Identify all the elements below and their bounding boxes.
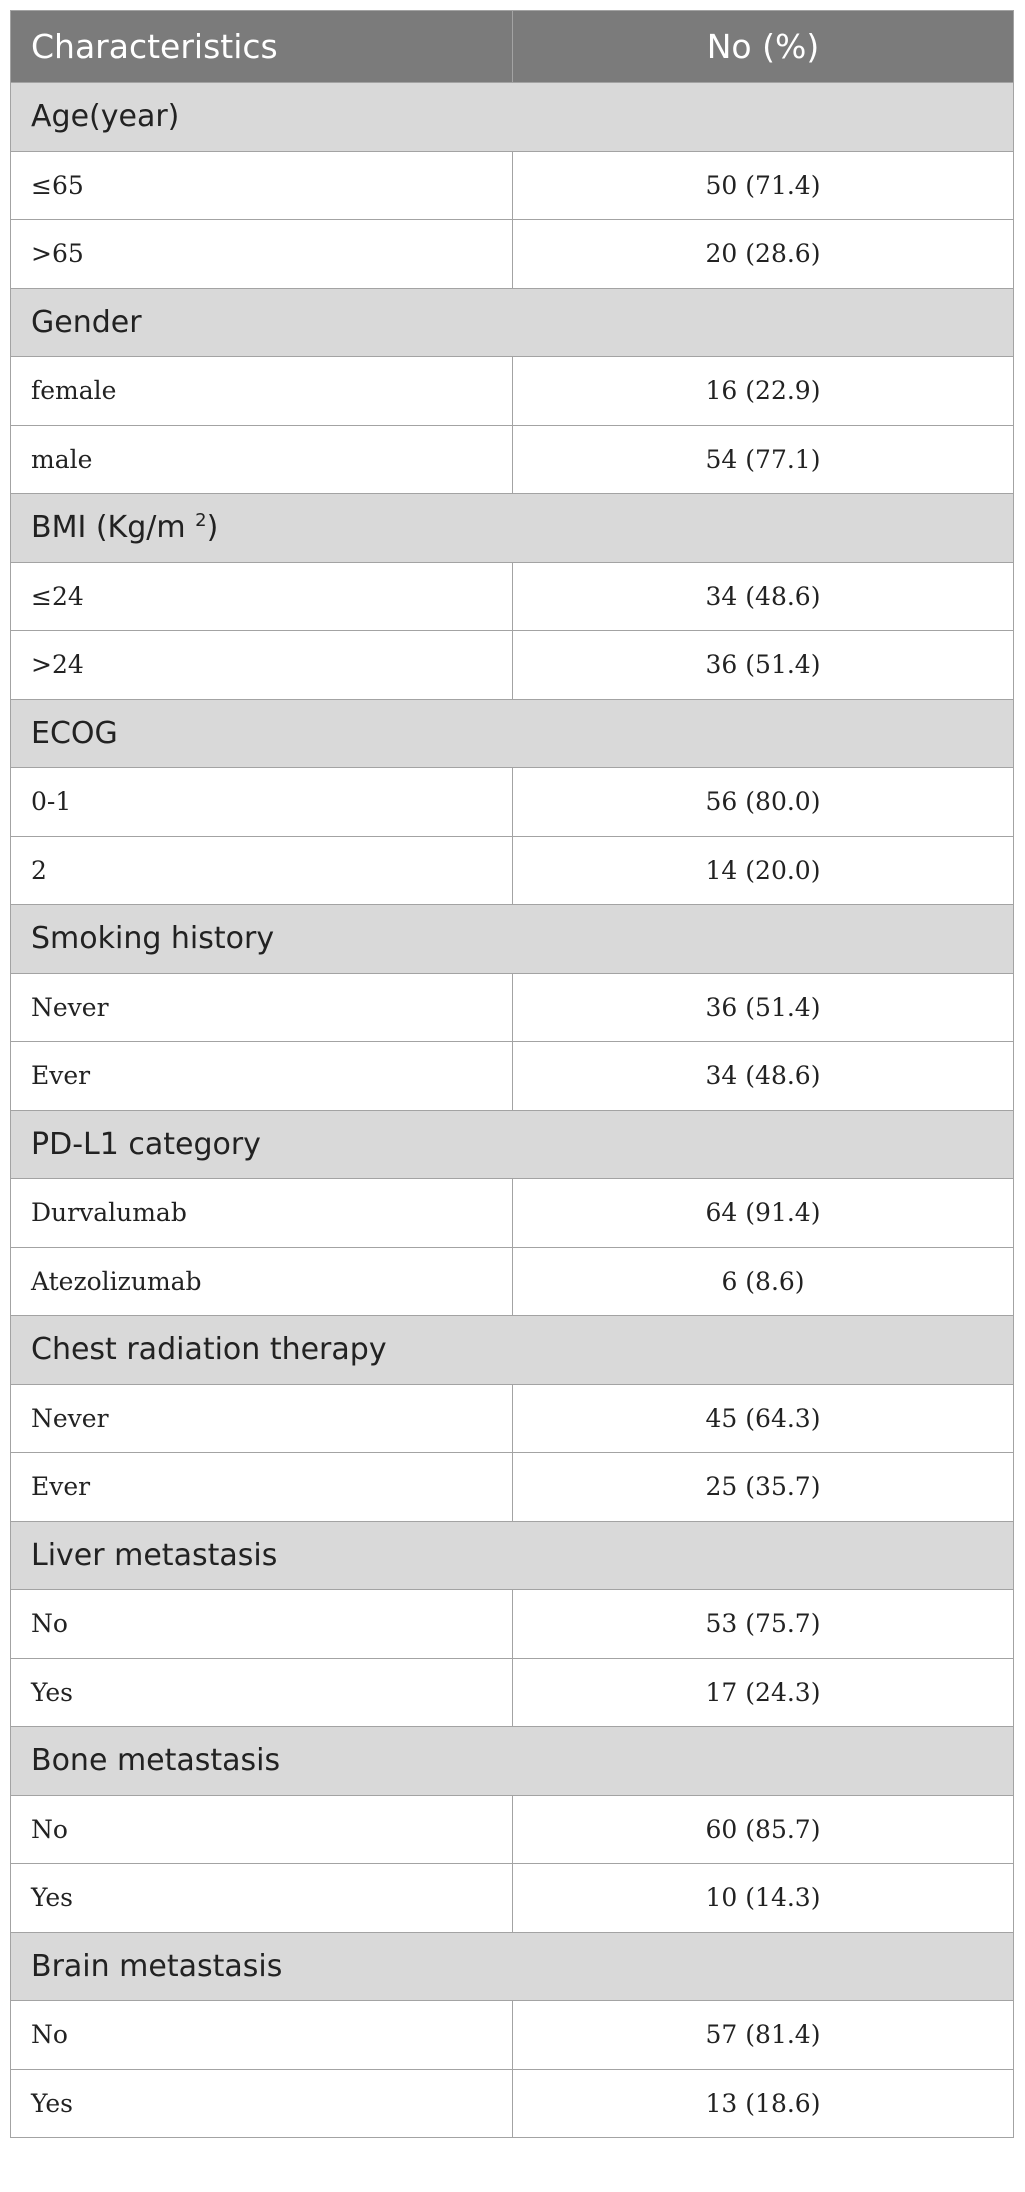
section-row (11, 699, 1014, 768)
section-title (11, 1727, 1014, 1796)
row-label: >65 (11, 220, 513, 289)
section-title-text: BMI (Kg/m (31, 510, 196, 546)
row-value: 54 (77.1) (513, 425, 1014, 494)
table-row (11, 631, 1014, 700)
row-value: 16 (22.9) (513, 357, 1014, 426)
row-value: 45 (64.3) (513, 1384, 1014, 1453)
row-value: 10 (14.3) (513, 1864, 1014, 1933)
section-title (11, 1521, 1014, 1590)
table-row (11, 768, 1014, 837)
row-label: Durvalumab (11, 1179, 513, 1248)
row-label: ≤24 (11, 562, 513, 631)
table-row (11, 151, 1014, 220)
section-row (11, 494, 1014, 563)
section-row (11, 1316, 1014, 1385)
header-row (11, 11, 1014, 83)
row-label: Yes (11, 2069, 513, 2138)
row-value: 50 (71.4) (513, 151, 1014, 220)
row-label: Never (11, 973, 513, 1042)
section-title-text: Bone metastasis (31, 1743, 281, 1779)
section-title (11, 1932, 1014, 2001)
section-title-text: Brain metastasis (31, 1948, 283, 1984)
row-value: 17 (24.3) (513, 1658, 1014, 1727)
row-label: Yes (11, 1864, 513, 1933)
table-row (11, 1042, 1014, 1111)
section-title (11, 905, 1014, 974)
section-title-text: Smoking history (31, 921, 275, 957)
row-label: Atezolizumab (11, 1247, 513, 1316)
row-value: 13 (18.6) (513, 2069, 1014, 2138)
table-row (11, 1453, 1014, 1522)
section-title-text: Liver metastasis (31, 1537, 278, 1573)
section-title-superscript: 2 (195, 510, 207, 532)
row-label: ≤65 (11, 151, 513, 220)
section-title (11, 699, 1014, 768)
table-row (11, 562, 1014, 631)
row-label: >24 (11, 631, 513, 700)
table-row (11, 425, 1014, 494)
table-row (11, 2001, 1014, 2070)
row-label: No (11, 2001, 513, 2070)
row-value: 14 (20.0) (513, 836, 1014, 905)
header-value: No (%) (513, 11, 1014, 83)
row-value: 36 (51.4) (513, 973, 1014, 1042)
section-row (11, 1727, 1014, 1796)
section-title (11, 1110, 1014, 1179)
section-title (11, 494, 1014, 563)
row-value: 60 (85.7) (513, 1795, 1014, 1864)
section-row (11, 288, 1014, 357)
table-row (11, 836, 1014, 905)
row-value: 6 (8.6) (513, 1247, 1014, 1316)
characteristics-table-container (10, 10, 1013, 2138)
section-title-text: Gender (31, 304, 142, 340)
table-body (11, 83, 1014, 2138)
row-label: 2 (11, 836, 513, 905)
row-label: female (11, 357, 513, 426)
section-title (11, 1316, 1014, 1385)
row-label: Ever (11, 1042, 513, 1111)
row-label: Never (11, 1384, 513, 1453)
section-title (11, 288, 1014, 357)
row-value: 20 (28.6) (513, 220, 1014, 289)
table-row (11, 1864, 1014, 1933)
table-row (11, 1658, 1014, 1727)
table-header (11, 11, 1014, 83)
row-label: male (11, 425, 513, 494)
section-row (11, 83, 1014, 152)
row-value: 64 (91.4) (513, 1179, 1014, 1248)
row-label: 0-1 (11, 768, 513, 837)
section-title (11, 83, 1014, 152)
header-characteristics: Characteristics (11, 11, 513, 83)
table-row (11, 357, 1014, 426)
section-title-text: Chest radiation therapy (31, 1332, 387, 1368)
row-value: 56 (80.0) (513, 768, 1014, 837)
table-row (11, 1247, 1014, 1316)
table-row (11, 220, 1014, 289)
table-row (11, 1179, 1014, 1248)
row-label: Yes (11, 1658, 513, 1727)
characteristics-table (10, 10, 1014, 2138)
row-label: No (11, 1795, 513, 1864)
section-title-suffix: ) (206, 510, 219, 546)
table-row (11, 2069, 1014, 2138)
table-row (11, 1795, 1014, 1864)
section-row (11, 1110, 1014, 1179)
table-row (11, 973, 1014, 1042)
row-value: 34 (48.6) (513, 562, 1014, 631)
row-label: No (11, 1590, 513, 1659)
row-value: 36 (51.4) (513, 631, 1014, 700)
section-row (11, 1521, 1014, 1590)
table-row (11, 1590, 1014, 1659)
table-row (11, 1384, 1014, 1453)
section-title-text: Age(year) (31, 99, 180, 135)
section-title-text: ECOG (31, 715, 118, 751)
row-label: Ever (11, 1453, 513, 1522)
row-value: 57 (81.4) (513, 2001, 1014, 2070)
row-value: 25 (35.7) (513, 1453, 1014, 1522)
section-title-text: PD-L1 category (31, 1126, 261, 1162)
row-value: 53 (75.7) (513, 1590, 1014, 1659)
section-row (11, 1932, 1014, 2001)
section-row (11, 905, 1014, 974)
row-value: 34 (48.6) (513, 1042, 1014, 1111)
